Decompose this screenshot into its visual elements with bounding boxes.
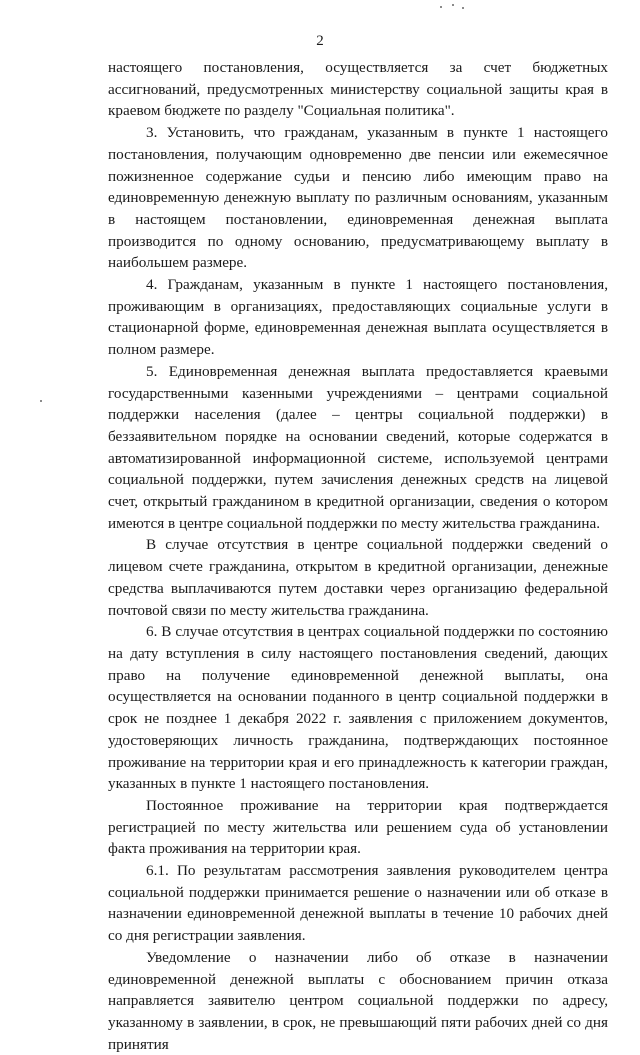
scan-speck: [452, 4, 454, 6]
paragraph-notification: Уведомление о назначении либо об отказе в назначении единовременной денежной выплаты с обоснованием причин отказа направляется заявителю центром социальной поддержки по адресу, указанному в заявлении, в срок, не превышающий пяти рабочих дней со дня принятия: [108, 948, 608, 1053]
paragraph-item-5-continued: В случае отсутствия в центре социальной поддержки сведений о лицевом счете гражданина, открытом в кредитной организации, денежные средства выплачиваются путем доставки через организацию федеральной почтовой связи по месту жительства гражданина.: [108, 536, 608, 619]
paragraph-item-5: 5. Единовременная денежная выплата предоставляется краевыми государственными казенными учреждениями – центрами социальной поддержки населения (далее – центры социальной поддержки) в беззаявительном порядке на основании сведений, которые содержатся в автоматизированной информационной системе, используемой центрами социальной поддержки, путем зачисления денежных средств на лицевой счет, открытый гражданином в кредитной организации, сведения о котором имеются в центре социальной поддержки по месту жительства гражданина.: [108, 362, 608, 532]
paragraph-continuation: настоящего постановления, осуществляется за счет бюджетных ассигнований, предусмотренных министерству социальной защиты края в краевом бюджете по разделу "Социальная политика".: [108, 59, 608, 120]
page-number: 2: [316, 33, 324, 49]
paragraph-item-4: 4. Гражданам, указанным в пункте 1 настоящего постановления, проживающим в организациях, предоставляющих социальные услуги в стационарной форме, единовременная денежная выплата осуществляется в полном размере.: [108, 276, 608, 359]
paragraph-item-6-residence: Постоянное проживание на территории края подтверждается регистрацией по месту жительства или решением суда об установлении факта проживания на территории края.: [108, 796, 608, 858]
document-body: [108, 57, 608, 1055]
scan-speck: [40, 400, 42, 402]
paragraph-item-6-1: 6.1. По результатам рассмотрения заявления руководителем центра социальной поддержки принимается решение о назначении или об отказе в назначении единовременной денежной выплаты в течение 10 рабочих дней со дня регистрации заявления.: [108, 862, 608, 945]
paragraph-item-3: 3. Установить, что гражданам, указанным в пункте 1 настоящего постановления, получающим одновременно две пенсии или ежемесячное пожизненное содержание судьи и пенсию либо имеющим право на единовременную денежную выплату по различным основаниям, указанным в настоящем постановлении, единовременная денежная выплата производится по одному основанию, предусматривающему выплату в наибольшем размере.: [108, 124, 608, 272]
scan-speck: [462, 7, 464, 9]
paragraph-item-6: 6. В случае отсутствия в центрах социальной поддержки по состоянию на дату вступления в силу настоящего постановления сведений, дающих право на получение единовременной денежной выплаты, она осуществляется на основании поданного в центр социальной поддержки в срок не позднее 1 декабря 2022 г. заявления с приложением документов, удостоверяющих личность гражданина, подтверждающих постоянное проживание на территории края и его принадлежность к категории граждан, указанных в пункте 1 настоящего постановления.: [108, 623, 608, 793]
scan-speck: [440, 6, 442, 8]
